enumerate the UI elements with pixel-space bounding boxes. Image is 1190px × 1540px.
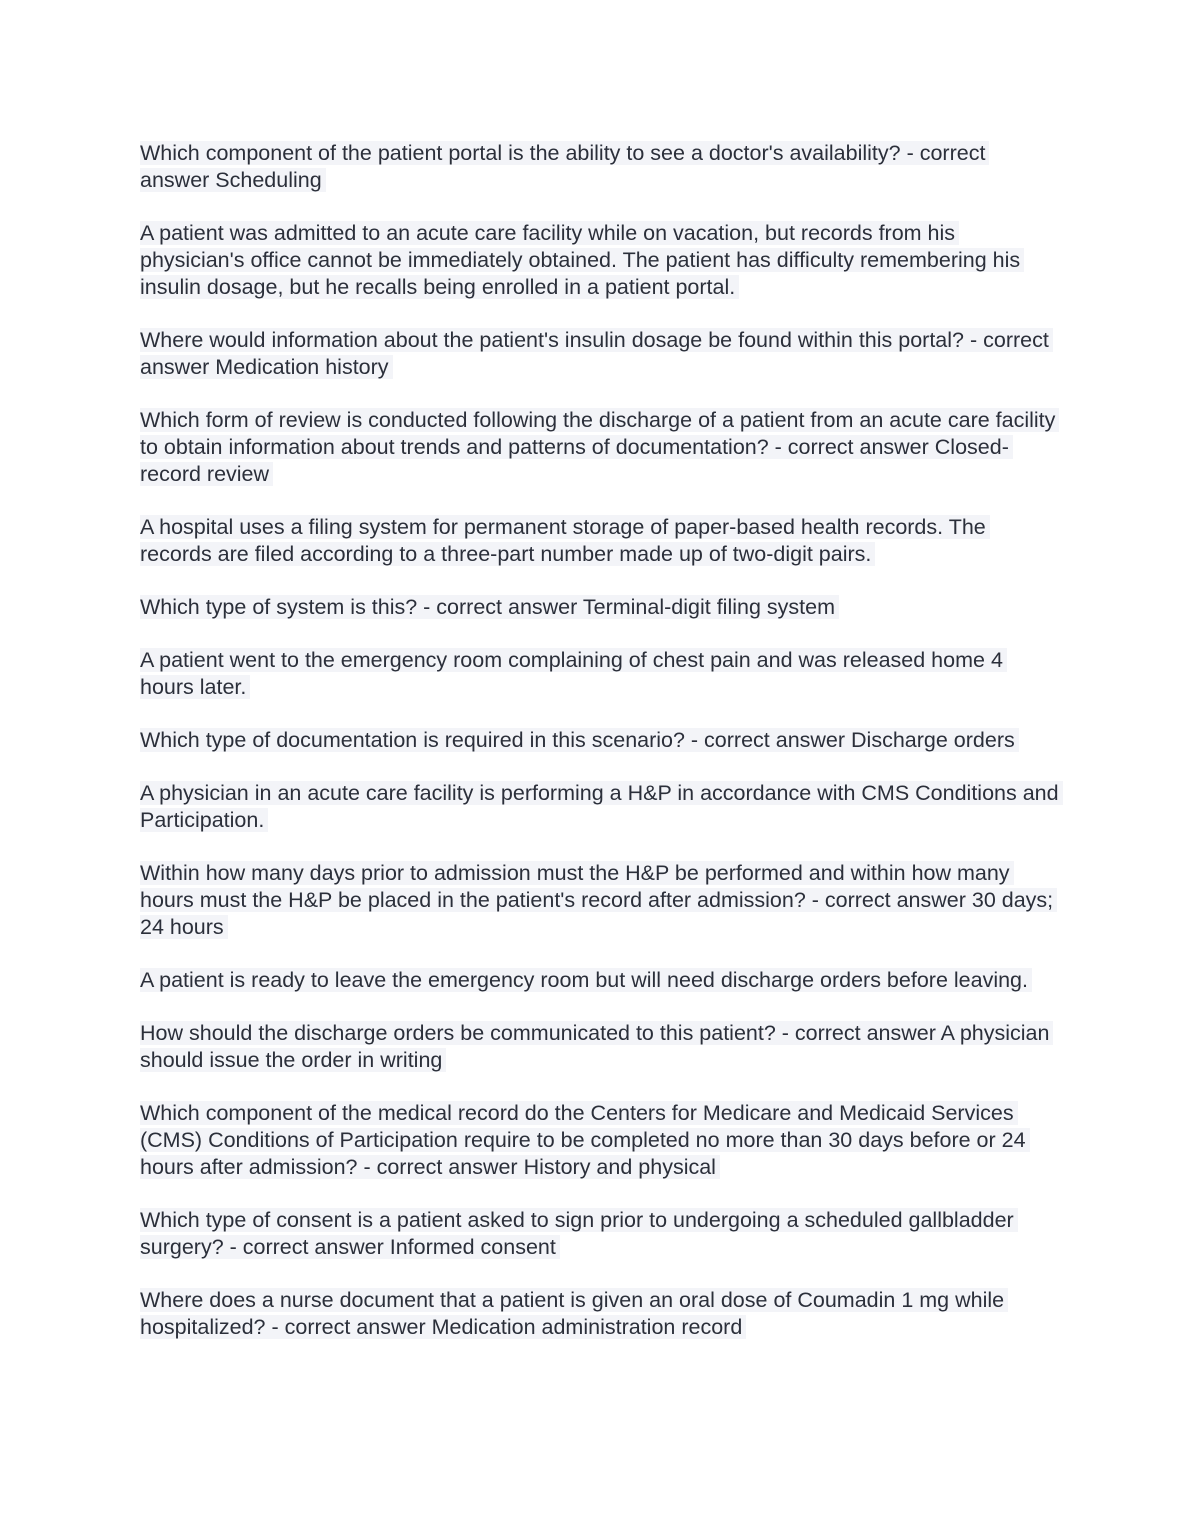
paragraph-text: Within how many days prior to admission must the H&P be performed and within how many hours must the H&P be placed in the patient's record after admission? - correct answer 30 days; 24 hours	[140, 861, 1057, 939]
paragraph-text: Which type of consent is a patient asked to sign prior to undergoing a scheduled gallbladder surgery? - correct answer Informed consent	[140, 1208, 1018, 1259]
paragraph	[140, 727, 1060, 754]
paragraph	[140, 1207, 1060, 1261]
paragraph-text: Where does a nurse document that a patient is given an oral dose of Coumadin 1 mg while hospitalized? - correct answer Medication administration record	[140, 1288, 1008, 1339]
paragraph	[140, 594, 1060, 621]
paragraph	[140, 327, 1060, 381]
paragraph	[140, 514, 1060, 568]
paragraph-text: Which component of the medical record do the Centers for Medicare and Medicaid Services (CMS) Conditions of Participation require to be completed no more than 30 days before or 24 hours after admission? - correct answer History and physical	[140, 1101, 1030, 1179]
paragraph-text: Which form of review is conducted following the discharge of a patient from an acute care facility to obtain information about trends and patterns of documentation? - correct answer Closed-record review	[140, 408, 1059, 486]
paragraph	[140, 1020, 1060, 1074]
paragraph-text: Which type of system is this? - correct answer Terminal-digit filing system	[140, 595, 839, 619]
paragraph-text: A patient went to the emergency room complaining of chest pain and was released home 4 hours later.	[140, 648, 1007, 699]
paragraph	[140, 967, 1060, 994]
paragraph-text: A patient is ready to leave the emergency room but will need discharge orders before leaving.	[140, 968, 1032, 992]
paragraph	[140, 407, 1060, 488]
document-page	[140, 140, 1060, 1367]
paragraph	[140, 1100, 1060, 1181]
paragraph	[140, 1287, 1060, 1341]
paragraph	[140, 220, 1060, 301]
paragraph-text: Which type of documentation is required in this scenario? - correct answer Discharge orders	[140, 728, 1019, 752]
paragraph	[140, 140, 1060, 194]
paragraph-text: A hospital uses a filing system for permanent storage of paper-based health records. The records are filed according to a three-part number made up of two-digit pairs.	[140, 515, 990, 566]
paragraph-text: Which component of the patient portal is the ability to see a doctor's availability? - correct answer Scheduling	[140, 141, 989, 192]
paragraph	[140, 860, 1060, 941]
paragraph-text: A physician in an acute care facility is performing a H&P in accordance with CMS Conditions and Participation.	[140, 781, 1063, 832]
paragraph-text: Where would information about the patient's insulin dosage be found within this portal? - correct answer Medication history	[140, 328, 1053, 379]
paragraph-text: A patient was admitted to an acute care facility while on vacation, but records from his physician's office cannot be immediately obtained. The patient has difficulty remembering his insulin dosage, but he recalls being enrolled in a patient portal.	[140, 221, 1024, 299]
paragraph-text: How should the discharge orders be communicated to this patient? - correct answer A physician should issue the order in writing	[140, 1021, 1053, 1072]
paragraph	[140, 647, 1060, 701]
paragraph	[140, 780, 1060, 834]
